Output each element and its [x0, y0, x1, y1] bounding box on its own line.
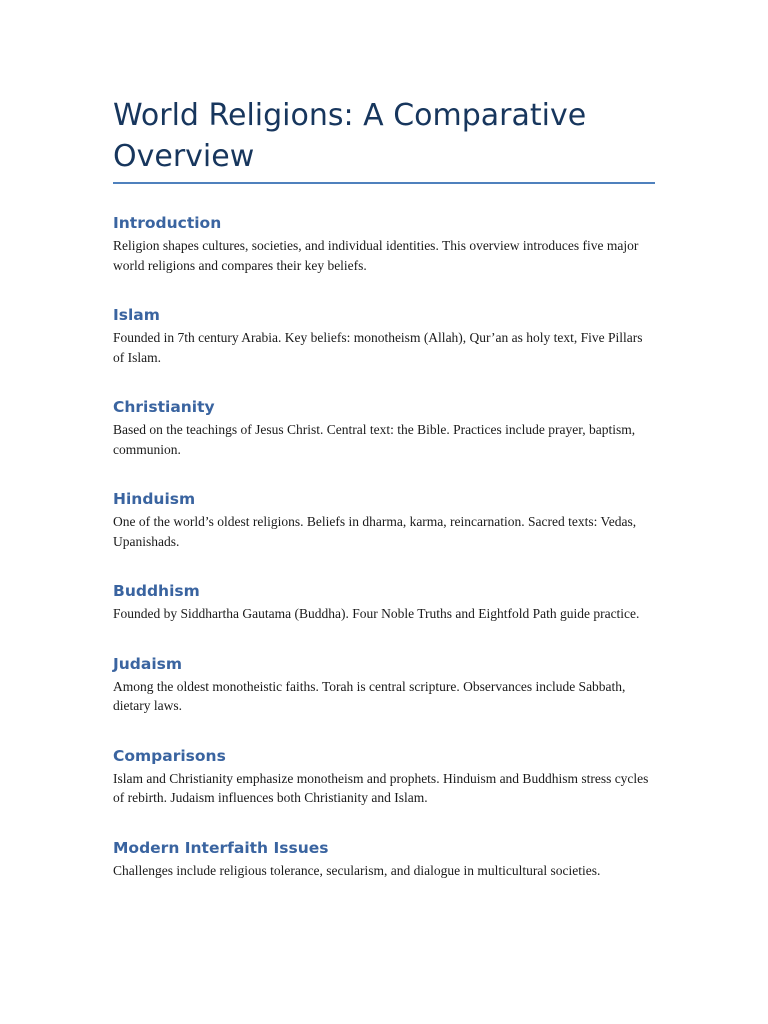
document-title: World Religions: A Comparative Overview	[113, 98, 587, 174]
section-heading: Modern Interfaith Issues	[113, 838, 329, 857]
section-heading: Hinduism	[113, 490, 196, 508]
section-christianity	[113, 397, 655, 459]
section-body: Based on the teachings of Jesus Christ. Central text: the Bible. Practices include prayer, baptism, communion.	[113, 422, 636, 457]
section-body: Religion shapes cultures, societies, and individual identities. This overview introduces five major world religions and compares their key beliefs.	[113, 238, 639, 273]
section-body: Among the oldest monotheistic faiths. Torah is central scripture. Observances include Sabbath, dietary laws.	[113, 678, 626, 713]
section-hinduism	[113, 489, 655, 551]
section-body: One of the world’s oldest religions. Beliefs in dharma, karma, reincarnation. Sacred texts: Vedas, Upanishads.	[113, 514, 637, 549]
section-comparisons	[113, 746, 655, 808]
section-heading: Introduction	[113, 214, 222, 232]
section-body: Challenges include religious tolerance, secularism, and dialogue in multicultural societies.	[113, 862, 601, 878]
title-divider	[113, 182, 655, 184]
section-heading: Comparisons	[113, 746, 226, 765]
section-heading: Christianity	[113, 398, 215, 416]
section-body: Founded in 7th century Arabia. Key beliefs: monotheism (Allah), Qur’an as holy text, Five Pillars of Islam.	[113, 330, 643, 365]
section-heading: Buddhism	[113, 582, 200, 600]
section-introduction	[113, 213, 655, 275]
section-modern-interfaith-issues	[113, 838, 655, 881]
document-page	[113, 95, 655, 880]
section-islam	[113, 305, 655, 367]
section-body: Islam and Christianity emphasize monotheism and prophets. Hinduism and Buddhism stress cycles of rebirth. Judaism influences both Christianity and Islam.	[113, 770, 649, 805]
section-body: Founded by Siddhartha Gautama (Buddha). Four Noble Truths and Eightfold Path guide practice.	[113, 606, 640, 621]
section-buddhism	[113, 581, 655, 624]
section-heading: Islam	[113, 306, 160, 324]
section-heading: Judaism	[113, 654, 183, 673]
section-judaism	[113, 654, 655, 716]
